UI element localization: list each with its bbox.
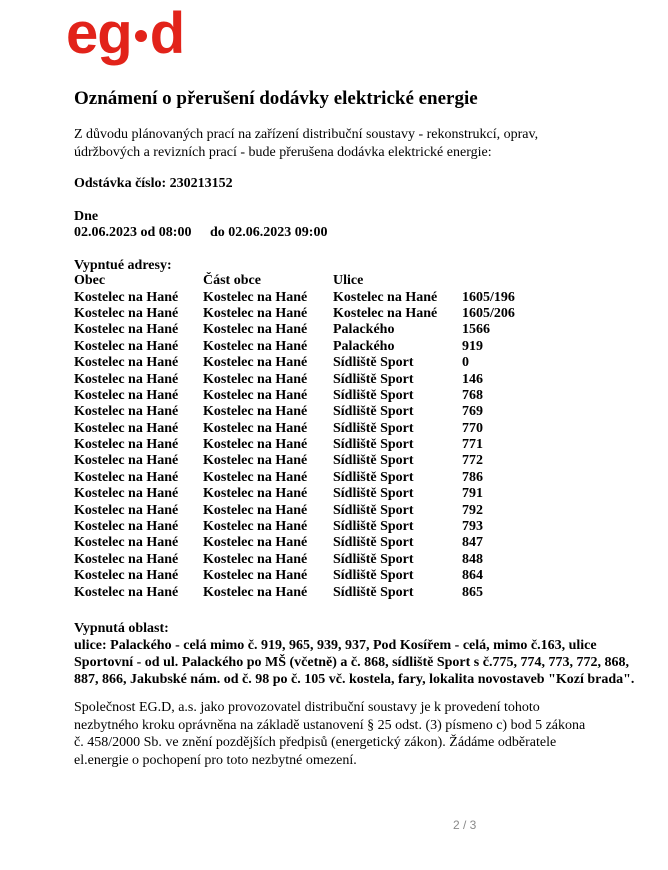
date-to: do 02.06.2023 09:00 [210,225,328,240]
cell-number: 1566 [462,322,490,338]
cell-cast-obce: Kostelec na Hané [203,371,308,387]
logo-text-eg: eg [66,1,132,66]
cell-cast-obce: Kostelec na Hané [203,355,308,371]
cell-cast-obce: Kostelec na Hané [203,469,308,485]
cell-obec: Kostelec na Hané [74,355,179,371]
cell-ulice: Sídliště Sport [333,453,414,469]
area-text: ulice: Palackého - celá mimo č. 919, 965, 939, 937, Pod Kosířem - celá, mimo č.163, ulice Sportovní - od ul. Palackého po MŠ (včetně) a č. 868, sídliště Sport s č.775, 774, 773, 772, 868, 887, 866, Jakubské nám. od č. 98 po č. 105 vč. kostela, fary, lokalita novostaveb "Kozí brada". [74,638,635,687]
cell-cast-obce: Kostelec na Hané [203,420,308,436]
logo-dot [135,30,147,42]
cell-number: 770 [462,420,483,436]
cell-number: 768 [462,387,483,403]
cell-obec: Kostelec na Hané [74,568,179,584]
cell-cast-obce: Kostelec na Hané [203,568,308,584]
table-row [74,404,522,420]
cell-number: 1605/196 [462,289,515,305]
table-row [74,486,522,502]
cell-number: 791 [462,486,483,502]
cell-ulice: Kostelec na Hané [333,305,438,321]
cell-number: 786 [462,469,483,485]
cell-cast-obce: Kostelec na Hané [203,322,308,338]
cell-number: 1605/206 [462,305,515,321]
table-row [74,502,522,518]
cell-ulice: Sídliště Sport [333,486,414,502]
table-row [74,568,522,584]
cell-ulice: Sídliště Sport [333,355,414,371]
cell-ulice: Sídliště Sport [333,568,414,584]
cell-obec: Kostelec na Hané [74,519,179,535]
page-title: Oznámení o přerušení dodávky elektrické energie [74,88,478,109]
cell-obec: Kostelec na Hané [74,289,179,305]
cell-obec: Kostelec na Hané [74,453,179,469]
cell-number: 793 [462,519,483,535]
table-row [74,371,522,387]
cell-obec: Kostelec na Hané [74,420,179,436]
cell-obec: Kostelec na Hané [74,584,179,600]
cell-number: 0 [462,355,469,371]
date-label: Dne [74,209,99,224]
table-row [74,421,522,437]
cell-cast-obce: Kostelec na Hané [203,305,308,321]
address-table [74,273,522,601]
affected-area [74,620,654,688]
cell-number: 769 [462,404,483,420]
table-row [74,470,522,486]
cell-ulice: Sídliště Sport [333,535,414,551]
cell-obec: Kostelec na Hané [74,305,179,321]
table-row [74,453,522,469]
cell-cast-obce: Kostelec na Hané [203,453,308,469]
addresses-label: Vypntué adresy: [74,258,172,273]
table-row [74,437,522,453]
table-header-row [74,273,522,289]
cell-ulice: Kostelec na Hané [333,289,438,305]
cell-obec: Kostelec na Hané [74,535,179,551]
area-label: Vypnutá oblast: [74,621,169,636]
table-row [74,519,522,535]
cell-obec: Kostelec na Hané [74,322,179,338]
cell-ulice: Palackého [333,338,395,354]
page-indicator: 2 / 3 [453,818,477,832]
cell-number: 919 [462,338,483,354]
header-obec: Obec [74,273,106,289]
address-table-body [74,289,522,600]
date-from: 02.06.2023 od 08:00 [74,225,192,240]
cell-ulice: Sídliště Sport [333,437,414,453]
cell-ulice: Sídliště Sport [333,387,414,403]
cell-cast-obce: Kostelec na Hané [203,535,308,551]
cell-cast-obce: Kostelec na Hané [203,584,308,600]
cell-number: 848 [462,551,483,567]
table-row [74,339,522,355]
cell-cast-obce: Kostelec na Hané [203,387,308,403]
cell-number: 146 [462,371,483,387]
cell-cast-obce: Kostelec na Hané [203,404,308,420]
table-row [74,584,522,600]
table-row [74,552,522,568]
cell-obec: Kostelec na Hané [74,437,179,453]
cell-cast-obce: Kostelec na Hané [203,502,308,518]
cell-obec: Kostelec na Hané [74,551,179,567]
cell-ulice: Sídliště Sport [333,584,414,600]
cell-number: 865 [462,584,483,600]
cell-obec: Kostelec na Hané [74,486,179,502]
cell-number: 847 [462,535,483,551]
cell-cast-obce: Kostelec na Hané [203,289,308,305]
table-row [74,535,522,551]
header-cast-obce: Část obce [203,273,261,289]
cell-ulice: Sídliště Sport [333,519,414,535]
cell-obec: Kostelec na Hané [74,502,179,518]
table-row [74,355,522,371]
cell-cast-obce: Kostelec na Hané [203,437,308,453]
legal-notice: Společnost EG.D, a.s. jako provozovatel distribuční soustavy je k provedení tohoto nezbytného kroku oprávněna na základě ustanovení § 25 odst. (3) písmeno c) bod 5 zákona č. 458/2000 Sb. ve znění pozdějších předpisů (energetický zákon). Žádáme odběratele el.energie o pochopení pro toto nezbytné omezení. [74,700,586,768]
cell-cast-obce: Kostelec na Hané [203,519,308,535]
table-row [74,289,522,305]
cell-ulice: Sídliště Sport [333,551,414,567]
cell-obec: Kostelec na Hané [74,404,179,420]
table-row [74,322,522,338]
cell-ulice: Sídliště Sport [333,502,414,518]
cell-obec: Kostelec na Hané [74,387,179,403]
cell-ulice: Sídliště Sport [333,404,414,420]
cell-number: 864 [462,568,483,584]
date-range [74,225,328,241]
cell-number: 772 [462,453,483,469]
cell-obec: Kostelec na Hané [74,338,179,354]
table-row [74,306,522,322]
cell-ulice: Sídliště Sport [333,371,414,387]
egd-logo [66,2,184,66]
cell-ulice: Sídliště Sport [333,469,414,485]
cell-obec: Kostelec na Hané [74,469,179,485]
cell-ulice: Palackého [333,322,395,338]
cell-obec: Kostelec na Hané [74,371,179,387]
cell-cast-obce: Kostelec na Hané [203,338,308,354]
cell-ulice: Sídliště Sport [333,420,414,436]
header-number [462,273,522,289]
cell-cast-obce: Kostelec na Hané [203,486,308,502]
table-row [74,388,522,404]
intro-text: Z důvodu plánovaných prací na zařízení distribuční soustavy - rekonstrukcí, oprav, údržbových a revizních prací - bude přerušena dodávka elektrické energie: [74,127,539,160]
header-ulice: Ulice [333,273,364,289]
outage-number: Odstávka číslo: 230213152 [74,176,233,191]
logo-text-d: d [149,1,185,66]
cell-number: 771 [462,437,483,453]
cell-cast-obce: Kostelec na Hané [203,551,308,567]
cell-number: 792 [462,502,483,518]
